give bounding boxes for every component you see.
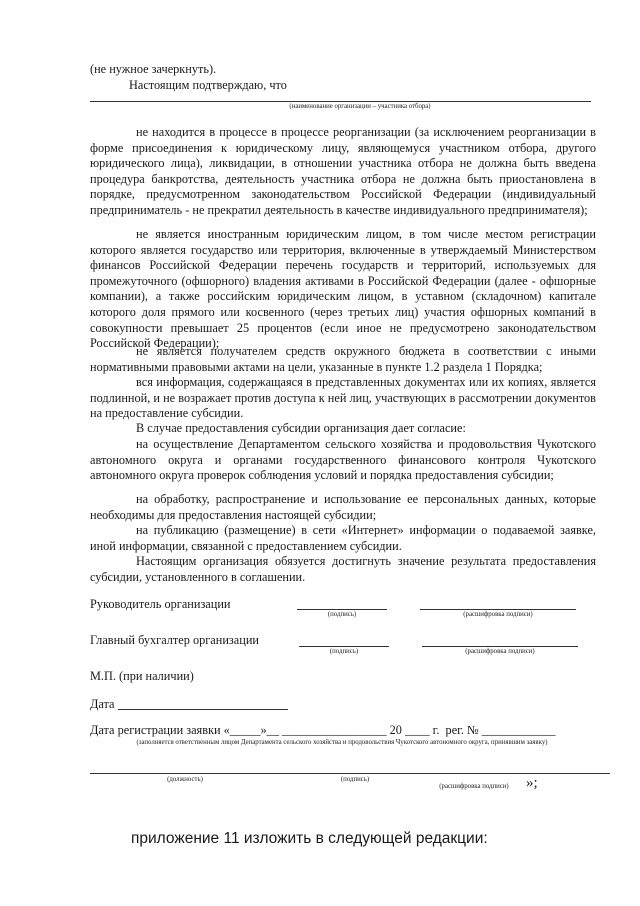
position-caption: (должность) (167, 776, 203, 783)
bottom-signature-caption: (подпись) (340, 776, 370, 783)
accountant-label: Главный бухгалтер организации (90, 633, 259, 647)
stamp-label: М.П. (при наличии) (90, 669, 194, 683)
condition-offshore: не является иностранным юридическим лицом, в том числе местом регистрации которого является государство или территория, включенные в утверждаемый Министерством финансов Российской Федерации перечень государств и территорий, используемых для промежуточного (офшорного) владения активами в Российской Федерации (далее - офшорные компании), а также российским юридическим лицом, в уставном (складочном) капитале которого доля прямого или косвенного (через третьих лиц) участия офшорных компаний в совокупности превышает 25 процентов (если иное не предусмотрено законодательством Российской Федерации); (90, 227, 596, 351)
accountant-signature-line (299, 646, 389, 647)
annex-instruction: приложение 11 изложить в следующей редакции: (131, 830, 488, 847)
accountant-decode-line (422, 646, 578, 647)
obligation-statement: Настоящим организация обязуется достигнуть значение результата предоставления субсидии, установленного в соглашении. (90, 554, 596, 584)
head-signature-line (297, 609, 387, 610)
org-name-line (90, 101, 591, 102)
confirm-statement: Настоящим подтверждаю, что (129, 78, 287, 92)
consent-personal-data: на обработку, распространение и использование ее персональных данных, которые необходимы для предоставления настоящей субсидии; (90, 492, 596, 522)
registration-line: Дата регистрации заявки «_____»__ _________________ 20 ____ г. рег. № ____________ (90, 723, 556, 737)
accountant-signature-caption: (подпись) (329, 648, 359, 655)
consent-publication: на публикацию (размещение) в сети «Интернет» информации о подаваемой заявке, иной информации, связанной с предоставлением субсидии. (90, 523, 596, 553)
org-caption: (наименование организации – участника отбора) (289, 103, 431, 110)
head-label: Руководитель организации (90, 597, 231, 611)
closing-quote: »; (526, 775, 538, 791)
date-label: Дата (90, 697, 115, 711)
registration-note: (заполняется ответственным лицом Департамента сельского хозяйства и продовольствия Чукотского автономного округа, принявшим заявку) (136, 739, 548, 746)
head-signature-caption: (подпись) (327, 611, 357, 618)
bottom-signature-line (90, 773, 610, 774)
strike-note: (не нужное зачеркнуть). (90, 62, 217, 76)
date-line (118, 709, 288, 710)
condition-budget: не является получателем средств окружного бюджета в соответствии с иными нормативными правовыми актами на цели, указанные в пункте 1.2 раздела 1 Порядка; (90, 344, 596, 374)
head-decode-line (420, 609, 576, 610)
consent-intro: В случае предоставления субсидии организация дает согласие: (136, 421, 466, 435)
consent-inspection: на осуществление Департаментом сельского хозяйства и продовольствия Чукотского автономного округа и органами государственного финансового контроля Чукотского автономного округа проверок соблюдения условий и порядка предоставления субсидии; (90, 437, 596, 483)
condition-reorganization: не находится в процессе в процессе реорганизации (за исключением реорганизации в форме присоединения к юридическому лицу, являющемуся участником отбора, другого юридического лица), ликвидации, в отношении участника отбора не должна быть введена процедура банкротства, деятельность участника отбора не должна быть приостановлена в порядке, предусмотренном законодательством Российской Федерации (индивидуальный предприниматель - не прекратил деятельность в качестве индивидуального предпринимателя); (90, 125, 596, 217)
bottom-decode-caption: (расшифровка подписи) (439, 783, 509, 790)
head-decode-caption: (расшифровка подписи) (463, 611, 533, 618)
accountant-decode-caption: (расшифровка подписи) (465, 648, 535, 655)
condition-authenticity: вся информация, содержащаяся в представленных документах или их копиях, является подлинной, и не возражает против доступа к ней лиц, участвующих в рассмотрении документов на предоставление субсидии. (90, 375, 596, 421)
